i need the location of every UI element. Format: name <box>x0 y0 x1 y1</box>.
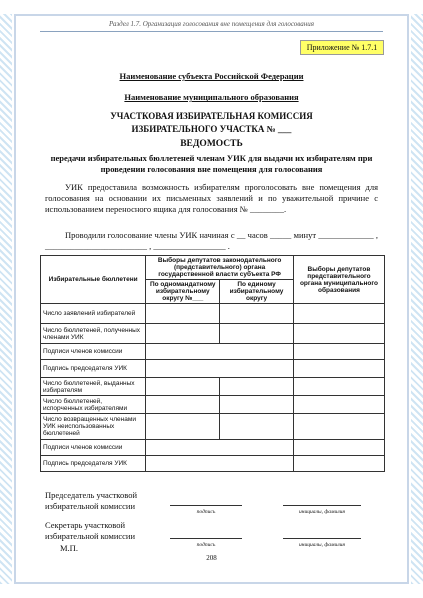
cell[interactable] <box>220 396 294 414</box>
table-row <box>41 360 385 378</box>
cell[interactable] <box>293 378 384 396</box>
table-row <box>41 344 385 360</box>
page-number: 208 <box>206 554 217 562</box>
right-border-stripe <box>411 14 423 584</box>
row-label: Число бюллетеней, полученных членами УИК <box>41 324 146 344</box>
paragraph-2: Проводили голосование члены УИК начиная с __ часов _____ минут _____________ , ________________________ , _________________ . <box>45 230 378 251</box>
cell[interactable] <box>293 344 384 360</box>
row-label: Число бюллетеней, испорченных избирателями <box>41 396 146 414</box>
col-municipal-header: Выборы депутатов представительного органа муниципального образования <box>293 256 384 304</box>
cell[interactable] <box>146 378 220 396</box>
chair-name-caption: инициалы, фамилия <box>299 509 345 515</box>
cell[interactable] <box>220 378 294 396</box>
municipality-name: Наименование муниципального образования <box>124 92 299 102</box>
col-single-mandate-header: По одномандатному избирательному округу №___ <box>146 280 220 304</box>
cell[interactable] <box>293 414 384 440</box>
subject-name: Наименование субъекта Российской Федерации <box>119 71 304 81</box>
commission-heading <box>30 110 393 136</box>
row-label: Подпись председателя УИК <box>41 456 146 472</box>
table-row <box>41 440 385 456</box>
chair-sign-line <box>170 505 242 506</box>
col-ballots-header: Избирательные бюллетени <box>41 256 146 304</box>
cell[interactable] <box>146 324 220 344</box>
col-unified-header: По единому избирательному округу <box>220 280 294 304</box>
commission-name: УЧАСТКОВАЯ ИЗБИРАТЕЛЬНАЯ КОМИССИЯ <box>110 111 313 121</box>
ballots-table <box>40 255 385 472</box>
header-rule <box>40 31 383 32</box>
cell[interactable] <box>146 396 220 414</box>
cell[interactable] <box>146 304 220 324</box>
cell[interactable] <box>146 456 294 472</box>
col-regional-header: Выборы депутатов законодательного (представительного) органа государственной власти субъекта РФ <box>146 256 294 280</box>
cell[interactable] <box>293 304 384 324</box>
table-row <box>41 456 385 472</box>
cell[interactable] <box>293 440 384 456</box>
cell[interactable] <box>293 396 384 414</box>
chair-name-line <box>283 505 361 506</box>
seal-label: М.П. <box>60 543 78 553</box>
cell[interactable] <box>146 440 294 456</box>
table-row <box>41 378 385 396</box>
cell[interactable] <box>146 344 294 360</box>
secretary-name-caption: инициалы, фамилия <box>299 542 345 548</box>
secretary-label: Секретарь участковой избирательной комиссии <box>45 520 136 541</box>
document-subtitle: передачи избирательных бюллетеней членам УИК для выдачи их избирателям при проведении голосования вне помещения для голосования <box>50 153 373 174</box>
row-label: Подписи членов комиссии <box>41 440 146 456</box>
secretary-sign-caption: подпись <box>196 542 216 548</box>
cell[interactable] <box>220 414 294 440</box>
secretary-name-line <box>283 538 361 539</box>
row-label: Число бюллетеней, выданных избирателям <box>41 378 146 396</box>
table-row <box>41 414 385 440</box>
cell[interactable] <box>293 324 384 344</box>
cell[interactable] <box>146 414 220 440</box>
paragraph-1: УИК предоставила возможность избирателям проголосовать вне помещения для голосования на основании их письменных заявлений и по уважительной причине с использованием переносного ящика для голосования № ________. <box>45 182 378 214</box>
row-label: Подпись председателя УИК <box>41 360 146 378</box>
chair-label: Председатель участковой избирательной комиссии <box>45 490 138 511</box>
cell[interactable] <box>220 324 294 344</box>
appendix-label: Приложение № 1.7.1 <box>300 40 384 55</box>
table-row <box>41 324 385 344</box>
row-label: Число заявлений избирателей <box>41 304 146 324</box>
cell[interactable] <box>146 360 294 378</box>
row-label: Число возвращенных членами УИК неиспользованных бюллетеней <box>41 414 146 440</box>
cell[interactable] <box>293 360 384 378</box>
table-row <box>41 304 385 324</box>
row-label: Подписи членов комиссии <box>41 344 146 360</box>
chair-sign-caption: подпись <box>196 509 216 515</box>
table-row <box>41 396 385 414</box>
document-title: ВЕДОМОСТЬ <box>180 139 243 149</box>
cell[interactable] <box>220 304 294 324</box>
cell[interactable] <box>293 456 384 472</box>
section-header: Раздел 1.7. Организация голосования вне помещения для голосования <box>108 20 314 28</box>
secretary-sign-line <box>170 538 242 539</box>
precinct-number: ИЗБИРАТЕЛЬНОГО УЧАСТКА № ___ <box>131 124 292 134</box>
left-border-stripe <box>0 14 12 584</box>
